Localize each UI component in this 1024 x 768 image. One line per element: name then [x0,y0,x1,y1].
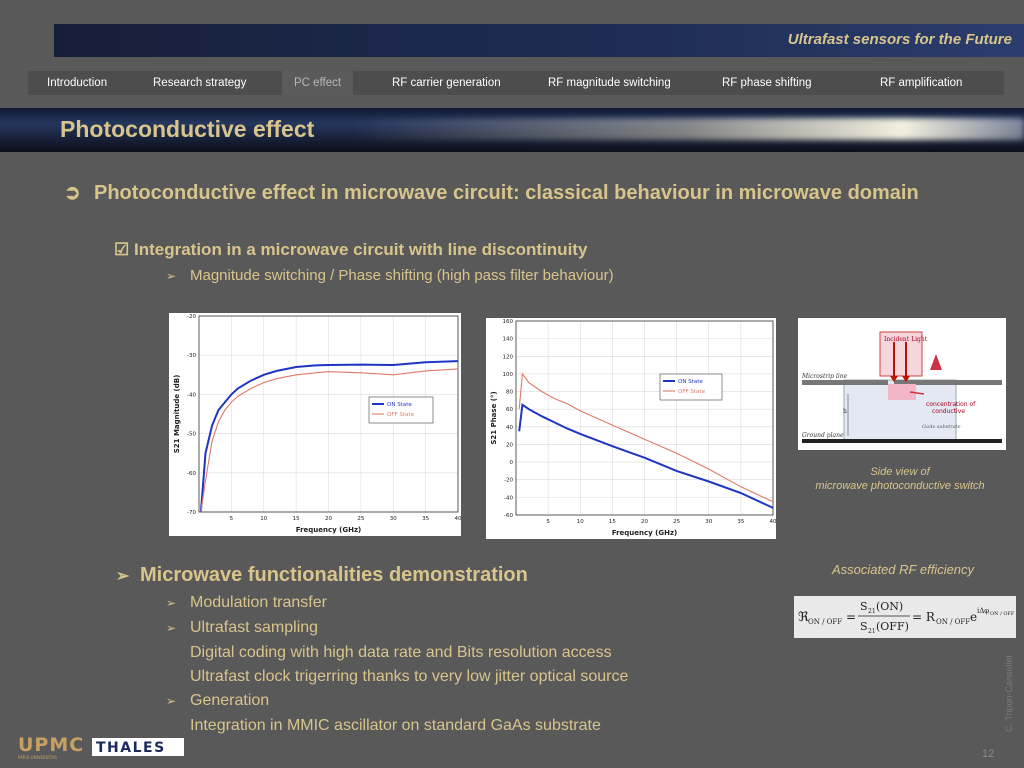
microstrip-label: Microstrip line [802,373,848,380]
x-tick-label: 10 [260,516,268,522]
y-tick-label: 0 [509,460,513,467]
formula-exp-base: e [970,610,978,624]
upmc-logo-subtext: PARIS UNIVERSITAS [18,755,57,760]
x-tick-label: 5 [546,519,550,525]
arrowhead-bullet-icon: ➢ [166,596,177,610]
substrate-label: GaAs substrate [922,424,961,430]
upmc-logo-text: UPMC [18,734,84,756]
ground-plane [802,439,1002,443]
x-axis-label: Frequency (GHz) [611,529,678,537]
formula-rhs: = R [912,610,935,624]
legend-label: OFF State [387,412,414,418]
y-tick-label: 80 [506,389,513,396]
y-tick-label: -20 [187,314,196,320]
list-item-text: Modulation transfer [190,594,327,611]
legend-label: OFF State [678,389,705,395]
x-axis-label: Frequency (GHz) [295,526,362,534]
y-tick-label: 20 [506,442,513,449]
bullet-level3-text: Magnitude switching / Phase shifting (high pass filter behaviour) [190,267,614,284]
page-title: Photoconductive effect [60,116,315,142]
series-line-off-state [201,369,458,512]
nav-item-pc-effect[interactable]: PC effect [282,71,353,95]
list-item [166,692,269,710]
y-tick-label: -40 [187,392,196,399]
arrowhead-bullet-icon: ➢ [166,621,177,635]
x-tick-label: 35 [422,516,430,522]
diagram-caption [793,465,1007,493]
formula-rhs-sub: ON / OFF [936,618,971,626]
formula-equals: = [846,610,857,624]
page-number: 12 [982,748,995,760]
series-line-off-state [519,374,773,502]
legend-label: ON State [678,379,703,385]
author-credit: C. Tripon-Canseliet [1004,654,1014,732]
nav-item-introduction[interactable]: Introduction [47,77,108,89]
y-tick-label: -70 [187,510,196,516]
list-item-text: Generation [190,692,270,709]
formula-num-sub: 21 [868,608,876,615]
header-band [54,24,1024,57]
incident-light-label: Incident Light [884,336,928,343]
bullet-level2-text: Integration in a microwave circuit with line discontinuity [134,240,588,259]
magnitude-chart [169,313,461,536]
x-tick-label: 30 [705,519,713,525]
magnitude-chart-svg [169,313,461,536]
y-tick-label: 100 [502,371,513,378]
y-tick-label: -40 [504,495,513,502]
formula-num-arg: (ON) [876,600,904,613]
nav-item-rf-phase-shifting[interactable]: RF phase shifting [722,77,812,89]
h-label: h [843,408,847,415]
bullet-level3 [166,267,614,284]
bullet-level2 [114,240,587,260]
concentration-label-2: conductive [932,408,965,415]
y-tick-label: 140 [502,336,513,343]
concentration-label-1: concentration of [926,401,976,408]
section2-heading [116,564,528,587]
x-tick-label: 15 [608,519,616,525]
energy-diagram-icon [930,354,942,370]
y-axis-label: S21 Magnitude (dB) [173,374,181,454]
list-item [166,619,318,637]
thales-logo-text: THALES [96,740,166,756]
x-tick-label: 40 [769,519,776,525]
y-tick-label: -50 [187,431,196,438]
y-tick-label: 160 [502,319,513,325]
y-tick-label: -20 [504,477,513,484]
arrowhead-bullet-icon: ➢ [166,269,177,283]
x-tick-label: 20 [641,519,648,525]
formula-exp-sub: ON / OFF [990,611,1015,617]
list-item-text: Ultrafast sampling [190,619,319,636]
efficiency-title: Associated RF efficiency [831,562,975,577]
legend-box [660,374,722,400]
list-item [166,594,327,612]
nav-item-research-strategy[interactable]: Research strategy [153,77,247,89]
x-tick-label: 30 [389,516,397,522]
x-tick-label: 10 [576,519,584,525]
x-tick-label: 25 [673,519,681,525]
diagram-caption-line1: Side view of [870,466,930,478]
y-tick-label: -60 [187,470,196,477]
efficiency-formula [794,596,1016,638]
formula-den-arg: (OFF) [876,620,909,633]
series-line-on-state [201,361,458,512]
y-axis-label: S21 Phase (°) [490,391,498,445]
x-tick-label: 15 [292,516,300,522]
microstrip-left [802,380,888,385]
x-tick-label: 40 [454,516,461,522]
list-subitem-text: Integration in MMIC ascillator on standard GaAs substrate [190,717,601,734]
list-subitem-text: Ultrafast clock trigerring thanks to very low jitter optical source [190,668,629,685]
upmc-logo [18,733,84,761]
checkbox-icon: ☑ [114,240,130,259]
banner-glow [350,118,1024,140]
x-tick-label: 25 [357,516,365,522]
formula-num: S [860,600,868,613]
nav-item-rf-amplification[interactable]: RF amplification [880,77,963,89]
switch-side-view-diagram [798,318,1006,450]
title-banner [0,108,1024,152]
y-tick-label: 60 [506,407,513,414]
nav-item-rf-carrier-generation[interactable]: RF carrier generation [392,77,501,89]
curved-arrow-icon: ➲ [64,182,81,204]
arrowhead-bullet-icon: ➢ [116,568,130,585]
diagram-caption-line2: microwave photoconductive switch [815,480,985,492]
bullet-level1-text: Photoconductive effect in microwave circuit: classical behaviour in microwave domain [94,182,919,204]
x-tick-label: 20 [325,516,332,522]
y-tick-label: -60 [504,513,513,519]
y-tick-label: -30 [187,353,196,360]
section2-title: Microwave functionalities demonstration [140,564,528,586]
y-tick-label: 40 [506,424,513,431]
legend-label: ON State [387,402,412,408]
x-tick-label: 35 [737,519,745,525]
phase-chart [486,318,776,539]
formula-lhs-sub: ON / OFF [808,618,843,626]
series-line-on-state [519,405,773,508]
nav-bar [28,71,1004,95]
ground-label: Ground plane [802,432,844,439]
formula-lhs: ℜ [798,610,809,625]
arrowhead-bullet-icon: ➢ [166,694,177,708]
formula-exp: iΔφ [977,607,990,615]
list-subitem-text: Digital coding with high data rate and Bits resolution access [190,644,612,661]
y-tick-label: 120 [502,354,513,361]
nav-item-rf-magnitude-switching[interactable]: RF magnitude switching [548,77,671,89]
header-tagline: Ultrafast sensors for the Future [787,31,1012,48]
legend-box [369,397,433,423]
thales-logo [92,738,184,756]
x-tick-label: 5 [229,516,234,522]
formula-den: S [860,620,868,633]
formula-den-sub: 21 [868,628,876,635]
phase-chart-svg [486,318,776,539]
